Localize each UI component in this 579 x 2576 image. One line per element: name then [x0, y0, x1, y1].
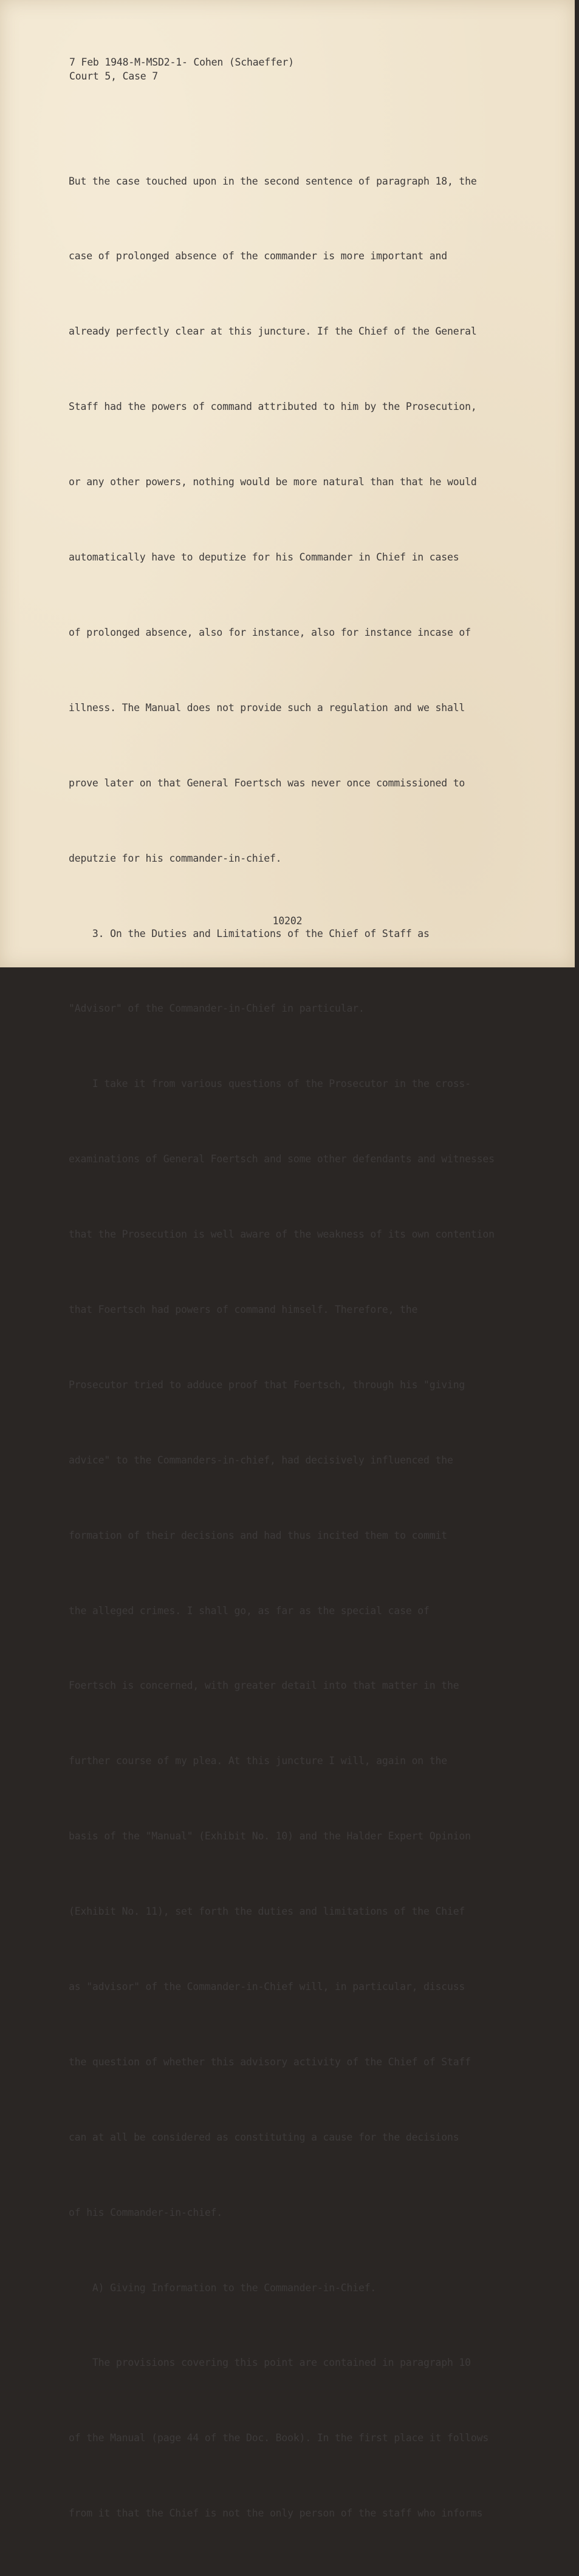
- body-line: 3. On the Duties and Limitations of the Chief of Staff as: [69, 927, 430, 939]
- body-line: I take it from various questions of the Prosecutor in the cross-: [69, 1078, 471, 1090]
- body-line: Prosecutor tried to adduce proof that Foertsch, through his "giving: [69, 1378, 465, 1391]
- body-line: basis of the "Manual" (Exhibit No. 10) and the Halder Expert Opinion: [69, 1830, 471, 1842]
- body-line: deputzie for his commander-in-chief.: [69, 852, 282, 864]
- body-line: of the Manual (page 44 of the Doc. Book). In the first place it follows: [69, 2432, 489, 2444]
- body-line: case of prolonged absence of the commander is more important and: [69, 250, 447, 262]
- body-line: that Foertsch had powers of command himself. Therefore, the: [69, 1303, 418, 1315]
- body-text: [69, 118, 495, 2576]
- body-line: of prolonged absence, also for instance, also for instance incase of: [69, 626, 471, 638]
- body-line: already perfectly clear at this juncture. If the Chief of the General: [69, 325, 477, 338]
- body-line: Foertsch is concerned, with greater detail into that matter in the: [69, 1680, 459, 1692]
- body-line: or any other powers, nothing would be more natural than that he would: [69, 476, 477, 488]
- body-line: examinations of General Foertsch and some other defendants and witnesses: [69, 1153, 495, 1165]
- body-line: that the Prosecution is well aware of the weakness of its own contention: [69, 1228, 495, 1241]
- body-line: of his Commander-in-chief.: [69, 2206, 223, 2218]
- body-line: A) Giving Information to the Commander-in-Chief.: [69, 2281, 377, 2294]
- header-reference-line: 7 Feb 1948-M-MSD2-1- Cohen (Schaeffer): [69, 56, 294, 68]
- body-line: But the case touched upon in the second sentence of paragraph 18, the: [69, 175, 477, 187]
- page-number: 10202: [272, 915, 303, 927]
- header-court-line: Court 5, Case 7: [69, 70, 159, 82]
- body-line: formation of their decisions and had thus incited them to commit: [69, 1529, 447, 1541]
- body-line: automatically have to deputize for his Commander in Chief in cases: [69, 551, 459, 564]
- body-line: "Advisor" of the Commander-in-Chief in particular.: [69, 1003, 365, 1015]
- body-line: as "advisor" of the Commander-in-Chief will, in particular, discuss: [69, 1980, 465, 1992]
- body-line: from it that the Chief is not the only person of the staff who informs: [69, 2507, 483, 2520]
- body-line: the question of whether this advisory activity of the Chief of Staff: [69, 2056, 471, 2068]
- body-line: can at all be considered as constituting a cause for the decisions: [69, 2131, 459, 2143]
- body-line: further course of my plea. At this juncture I will, again on the: [69, 1755, 447, 1767]
- body-line: (Exhibit No. 11), set forth the duties and limitations of the Chief: [69, 1906, 465, 1918]
- body-line: prove later on that General Foertsch was never once commissioned to: [69, 777, 465, 789]
- body-line: Staff had the powers of command attributed to him by the Prosecution,: [69, 401, 477, 413]
- body-line: the alleged crimes. I shall go, as far as the special case of: [69, 1604, 430, 1617]
- body-line: advice" to the Commanders-in-chief, had decisively influenced the: [69, 1454, 453, 1466]
- body-line: The provisions covering this point are contained in paragraph 10: [69, 2357, 471, 2369]
- body-line: illness. The Manual does not provide such a regulation and we shall: [69, 701, 465, 714]
